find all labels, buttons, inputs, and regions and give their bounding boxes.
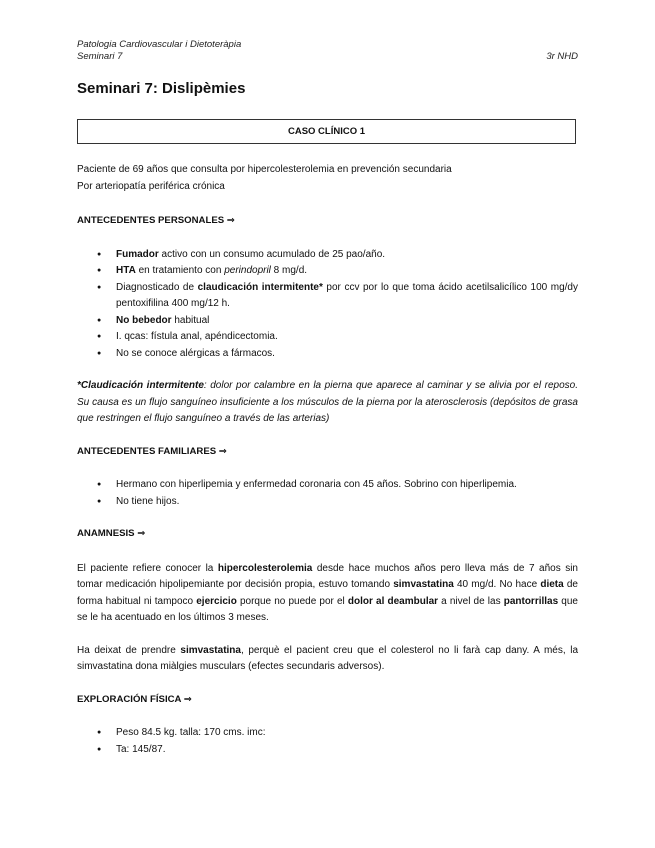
section-heading-anamnesis: ANAMNESIS ⇒ xyxy=(77,528,146,539)
case-title: CASO CLÍNICO 1 xyxy=(287,126,366,137)
document-body xyxy=(77,162,578,758)
list-item: ● No tiene hijos. xyxy=(77,494,578,511)
footnote-claudicacion: *Claudicación intermitente: dolor por calambre en la pierna que aparece al caminar y se alivia por el reposo. Su causa es un flujo sanguíneo insuficiente a los músculos de la pierna por la aterosclerosis (depósitos de grasa que restringen el flujo sanguíneo a través de las arterias) xyxy=(77,380,578,424)
list-item: ● No bebedor habitual xyxy=(77,313,578,330)
list-item: ● HTA en tratamiento con perindopril 8 mg/d. xyxy=(77,263,578,280)
header-group: 3r NHD xyxy=(546,50,578,62)
section-heading-antecedentes-familiares: ANTECEDENTES FAMILIARES ⇒ xyxy=(77,445,227,457)
list-item: ● Diagnosticado de claudicación intermitente* por ccv por lo que toma ácido acetilsalicílico 100 mg/dy pentoxifilina 400 mg/12 h. xyxy=(77,280,578,313)
anamnesis-paragraph-1: El paciente refiere conocer la hipercolesterolemia desde hace muchos años pero lleva más de 7 años sin tomar medicación hipolipemiante por decisión propia, estuvo tomando simvastatina 40 mg/d. No hace dieta de forma habitual ni tampoco ejercicio porque no puede por el dolor al deambular a nivel de las pantorrillas que se le ha acentuado en los últimos 3 meses. xyxy=(77,562,578,623)
anamnesis-paragraph-2: Ha deixat de prendre simvastatina, perquè el pacient creu que el colesterol no li farà cap dany. A més, la simvastatina dona miàlgies musculars (efectes secundaris adversos). xyxy=(77,644,579,672)
section-heading-antecedentes-personales: ANTECEDENTES PERSONALES ⇒ xyxy=(77,215,235,226)
running-header xyxy=(77,39,241,62)
antecedentes-familiares-list xyxy=(77,477,578,510)
header-course: Patologia Cardiovascular i Dietoteràpia xyxy=(77,39,242,50)
antecedentes-personales-list xyxy=(77,247,578,363)
exploracion-list xyxy=(77,725,578,758)
intro-line-1: Paciente de 69 años que consulta por hipercolesterolemia en prevención secundaria xyxy=(77,164,452,175)
list-item: ● Ta: 145/87. xyxy=(77,742,578,759)
intro-line-2: Por arteriopatía periférica crónica xyxy=(77,180,225,192)
list-item: ● No se conoce alérgicas a fármacos. xyxy=(77,346,578,363)
list-item: ● Fumador activo con un consumo acumulado de 25 pao/año. xyxy=(77,247,578,264)
list-item: ● I. qcas: fístula anal, apéndicectomia. xyxy=(77,329,578,346)
section-heading-exploracion: EXPLORACIÓN FÍSICA ⇒ xyxy=(77,693,192,705)
header-seminar: Seminari 7 xyxy=(77,50,123,62)
page-title: Seminari 7: Dislipèmies xyxy=(77,80,246,97)
list-item: ● Hermano con hiperlipemia y enfermedad coronaria con 45 años. Sobrino con hiperlipemia. xyxy=(77,477,578,494)
list-item: ● Peso 84.5 kg. talla: 170 cms. imc: xyxy=(77,725,578,742)
case-title-box xyxy=(77,119,576,144)
